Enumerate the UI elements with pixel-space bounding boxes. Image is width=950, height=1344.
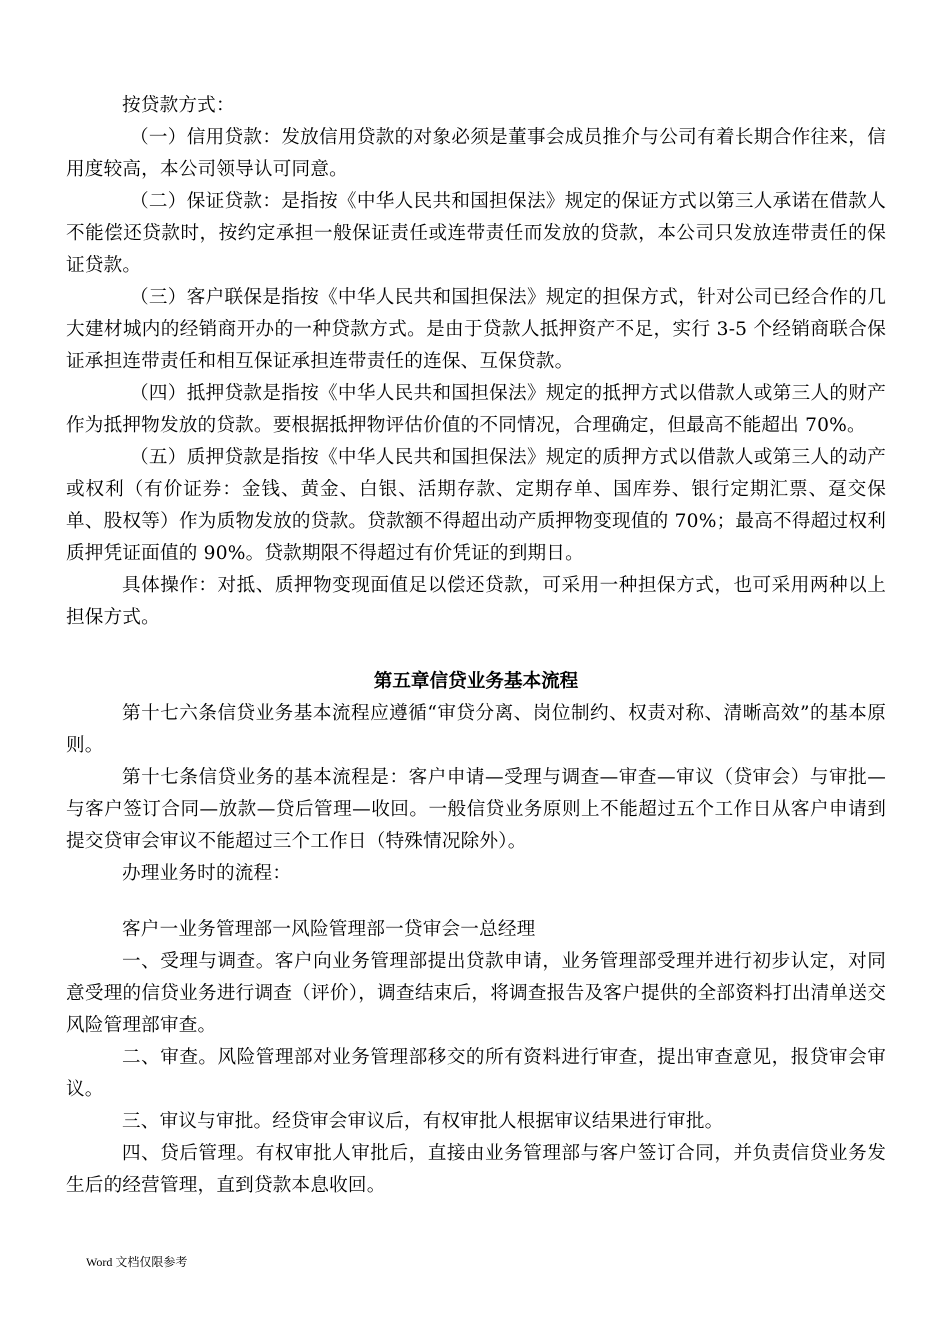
flow-line: 客户一业务管理部一风险管理部一贷审会一总经理 (122, 919, 536, 940)
chapter-heading: 第五章信贷业务基本流程 (373, 671, 579, 692)
paragraph-step-acceptance: 一、受理与调查。客户向业务管理部提出贷款申请，业务管理部受理并进行初步认定，对同意受理的信贷业务进行调查（评价），调查结束后，将调查报告及客户提供的全部资料打出清单送交风险管理部审查。 (66, 951, 886, 1036)
paragraph-article-basic-principle: 第十七六条信贷业务基本流程应遵循“审贷分离、岗位制约、权责对称、清晰高效”的基本原则。 (66, 703, 886, 756)
paragraph-credit-loan: （一）信用贷款：发放信用贷款的对象必须是董事会成员推介与公司有着长期合作往来，信用度较高，本公司领导认可同意。 (66, 127, 886, 180)
paragraph-specific-operation: 具体操作：对抵、质押物变现面值足以偿还贷款，可采用一种担保方式，也可采用两种以上担保方式。 (66, 575, 886, 628)
document-body (66, 90, 886, 1202)
paragraph-guarantee-loan: （二）保证贷款：是指按《中华人民共和国担保法》规定的保证方式以第三人承诺在借款人不能偿还贷款时，按约定承担一般保证责任或连带责任而发放的贷款，本公司只发放连带责任的保证贷款。 (66, 191, 886, 276)
paragraph-mortgage-loan: （四）抵押贷款是指按《中华人民共和国担保法》规定的抵押方式以借款人或第三人的财产作为抵押物发放的贷款。要根据抵押物评估价值的不同情况，合理确定，但最高不能超出 70%。 (66, 383, 886, 436)
paragraph-step-approval: 三、审议与审批。经贷审会审议后，有权审批人根据审议结果进行审批。 (122, 1111, 724, 1132)
footer-note: Word 文档仅限参考 (86, 1255, 188, 1269)
paragraph-step-post-loan: 四、贷后管理。有权审批人审批后，直接由业务管理部与客户签订合同，并负责信贷业务发生后的经营管理，直到贷款本息收回。 (66, 1143, 886, 1196)
paragraph-article-basic-flow: 第十七条信贷业务的基本流程是：客户申请—受理与调查—审查—审议（贷审会）与审批—与客户签订合同—放款—贷后管理—收回。一般信贷业务原则上不能超过五个工作日从客户申请到提交贷审会审议不能超过三个工作日（特殊情况除外）。 (66, 767, 886, 852)
paragraph-gap (66, 890, 886, 914)
paragraph-pledge-loan: （五）质押贷款是指按《中华人民共和国担保法》规定的质押方式以借款人或第三人的动产或权利（有价证券：金钱、黄金、白银、活期存款、定期存单、国库券、银行定期汇票、趸交保单、股权等）作为质物发放的贷款。贷款额不得超出动产质押物变现值的 70%；最高不得超过权利质押凭证面值的 90%。贷款期限不得超过有价凭证的到期日。 (66, 447, 886, 564)
paragraph-handling-flow-intro: 办理业务时的流程： (122, 863, 292, 884)
paragraph-loan-methods-intro: 按贷款方式： (122, 95, 235, 116)
paragraph-step-review: 二、审查。风险管理部对业务管理部移交的所有资料进行审查，提出审查意见，报贷审会审议。 (66, 1047, 886, 1100)
paragraph-joint-guarantee: （三）客户联保是指按《中华人民共和国担保法》规定的担保方式，针对公司已经合作的几大建材城内的经销商开办的一种贷款方式。是由于贷款人抵押资产不足，实行 3-5 个经销商联合保证承担连带责任和相互保证承担连带责任的连保、互保贷款。 (66, 287, 886, 372)
